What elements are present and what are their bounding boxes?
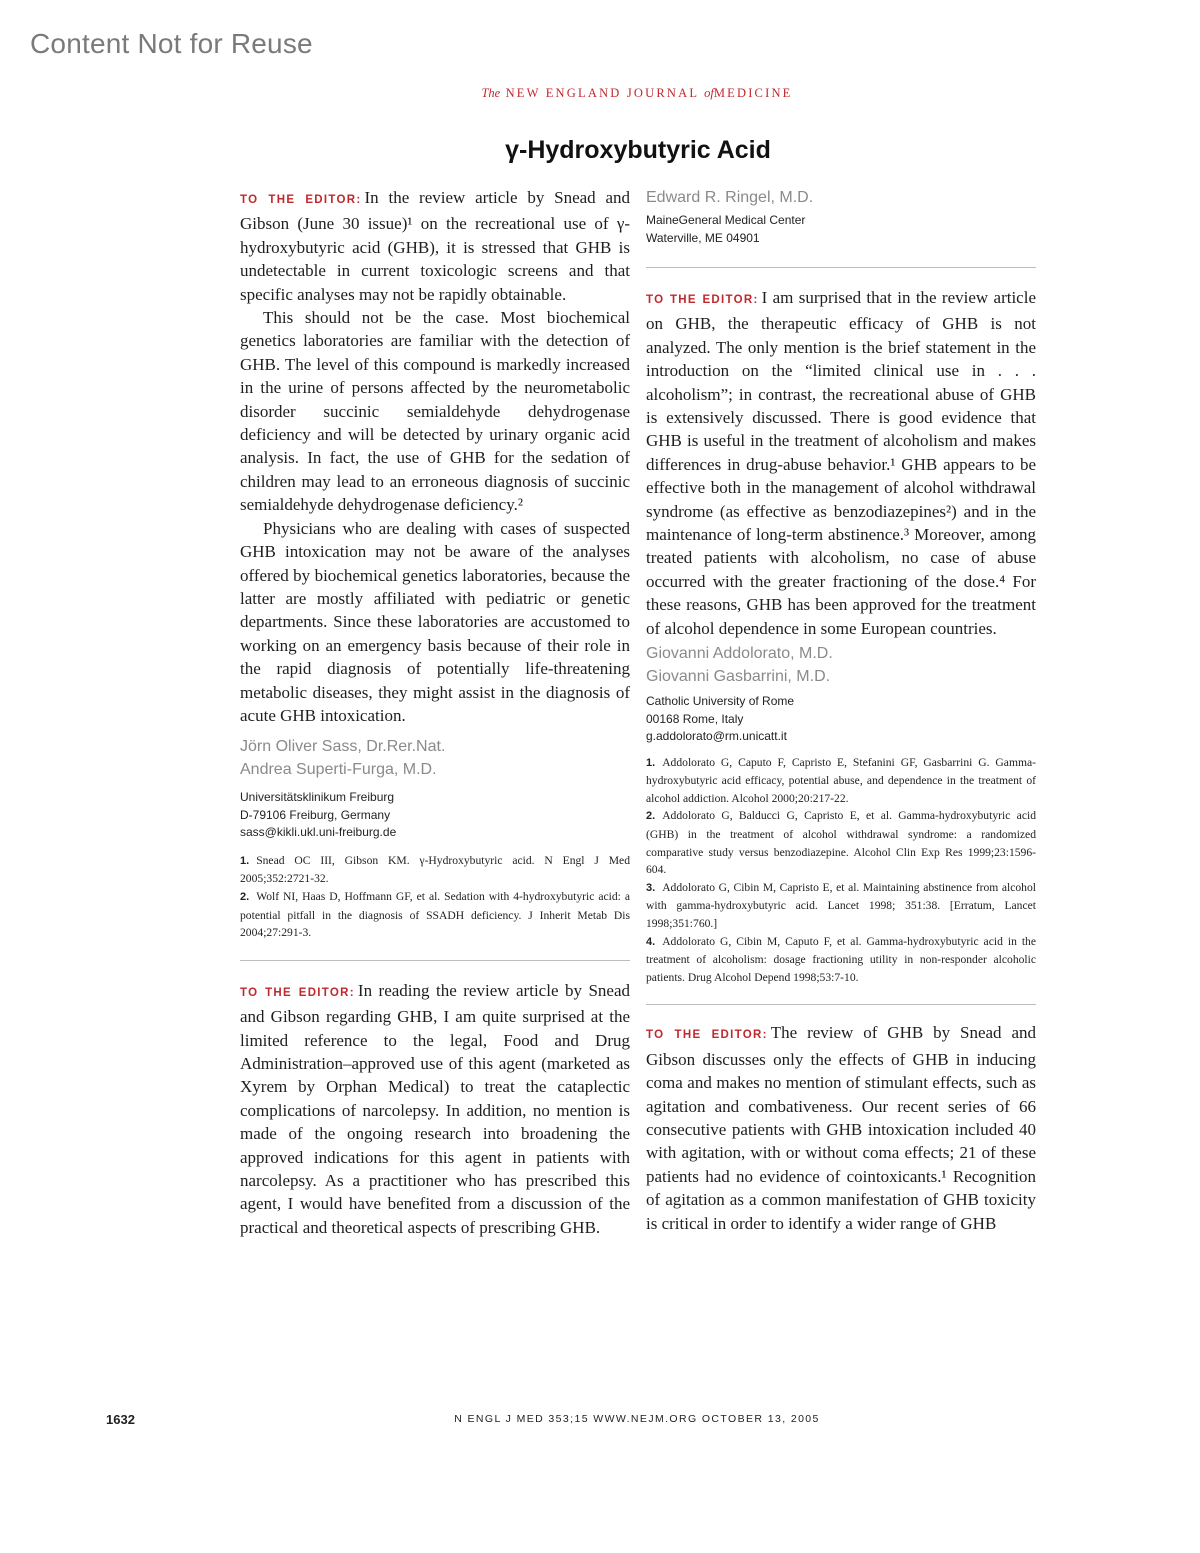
- letter-fourth: [646, 1021, 1036, 1235]
- masthead-name-part2: MEDICINE: [713, 86, 793, 100]
- author-email: sass@kikli.ukl.uni-freiburg.de: [240, 825, 397, 840]
- masthead-name-part1: NEW ENGLAND JOURNAL: [505, 86, 699, 100]
- reference-text: Snead OC III, Gibson KM. γ-Hydroxybutyric acid. N Engl J Med 2005;352:2721-32.: [240, 853, 630, 886]
- reference-item: [240, 852, 630, 888]
- reference-item: [646, 879, 1036, 933]
- letter-addolorato: [646, 286, 1036, 640]
- reference-number: 2.: [240, 891, 250, 904]
- paragraph-text: In the review article by Snead and Gibson (June 30 issue)¹ on the recreational use of γ-hydroxybutyric acid (GHB), it is stressed that GHB is undetectable in current toxicologic screens and that specific analyses may not be rapidly obtainable.: [240, 188, 631, 304]
- article-title: γ-Hydroxybutyric Acid: [505, 136, 771, 164]
- letter-paragraph: [240, 186, 630, 306]
- to-the-editor-label: TO THE EDITOR:: [646, 1029, 768, 1042]
- reference-text: Addolorato G, Cibin M, Caputo F, et al. Gamma-hydroxybutyric acid in the treatment of alcoholism: dosage fractioning utility in non-responder alcoholic patients. Drug Alcohol Depend 1998;53:7-10.: [646, 934, 1036, 984]
- letter-paragraph: [240, 979, 630, 1239]
- paragraph-text: The review of GHB by Snead and Gibson discusses only the effects of GHB in inducing coma and makes no mention of stimulant effects, such as agitation and combativeness. Our recent series of 66 consecutive patients with GHB intoxication included 40 with agitation, with or without coma effects; 21 of these patients had no evidence of cointoxicants.¹ Recognition of agitation as a common manifestation of GHB toxicity is critical in order to identify a wider range of GHB: [646, 1023, 1036, 1233]
- reference-list: [646, 754, 1036, 987]
- right-column: [646, 186, 1036, 1235]
- author-name: Jörn Oliver Sass, Dr.Rer.Nat.: [240, 738, 446, 756]
- masthead-the: The: [481, 86, 501, 100]
- reference-text: Addolorato G, Balducci G, Capristo E, et al. Gamma-hydroxybutyric acid (GHB) in the treatment of alcohol withdrawal syndrome: a randomized comparative study versus benzodiazepine. Alcohol Clin Exp Res 1999;23:1596-604.: [646, 809, 1036, 877]
- reference-number: 4.: [646, 935, 656, 948]
- letter-paragraph: This should not be the case. Most biochemical genetics laboratories are familiar with the detection of GHB. The level of this compound is markedly increased in the urine of persons affected by the neurometabolic disorder succinic semialdehyde dehydrogenase deficiency and will be detected by urinary organic acid analysis. In fact, the use of GHB for the sedation of children may lead to an erroneous diagnosis of succinic semialdehyde dehydrogenase deficiency.²: [240, 308, 630, 515]
- reference-number: 2.: [646, 810, 656, 823]
- journal-masthead: [0, 86, 1200, 101]
- reference-item: [646, 807, 1036, 878]
- author-name: Edward R. Ringel, M.D.: [646, 189, 814, 206]
- journal-citation-footer: N ENGL J MED 353;15 WWW.NEJM.ORG OCTOBER 13, 2005: [454, 1413, 820, 1425]
- paragraph-text: I am surprised that in the review article on GHB, the therapeutic efficacy of GHB is not analyzed. The only mention is the brief statement in the introduction on the “limited clinical use in . . . alcoholism”; in contrast, the recreational abuse of GHB is extensively discussed. There is good evidence that GHB is useful in the treatment of alcoholism and makes differences in drug-abuse behavior.¹ GHB appears to be effective both in the management of alcohol withdrawal syndrome (as effective as benzodiazepines²) and in the maintenance of long-term abstinence.³ Moreover, among treated patients with alcoholism, no case of abuse occurred with the greater fractioning of the dose.⁴ For these reasons, GHB has been approved for the treatment of alcohol dependence in some European countries.: [646, 288, 1036, 638]
- reference-list: [240, 852, 630, 942]
- reference-number: 1.: [646, 756, 656, 769]
- reference-number: 3.: [646, 881, 656, 894]
- author-affiliation: Catholic University of Rome: [646, 694, 795, 709]
- to-the-editor-label: TO THE EDITOR:: [240, 194, 362, 206]
- author-affiliation: D-79106 Freiburg, Germany: [240, 807, 391, 822]
- reference-number: 1.: [240, 854, 250, 867]
- reference-text: Addolorato G, Cibin M, Capristo E, et al. Maintaining abstinence from alcohol with gamma-hydroxybutyric acid. Lancet 1998; 351:38. [Erratum, Lancet 1998;351:760.]: [646, 880, 1036, 930]
- page-number: 1632: [106, 1412, 135, 1427]
- reference-text: Wolf NI, Haas D, Hoffmann GF, et al. Sedation with 4-hydroxybutyric acid: a potential pitfall in the diagnosis of SSADH deficiency. J Inherit Metab Dis 2004;27:291-3.: [240, 890, 630, 940]
- reference-item: [240, 888, 630, 942]
- author-name: Giovanni Addolorato, M.D.: [646, 645, 833, 663]
- masthead-of: of: [704, 86, 714, 100]
- paragraph-text: In reading the review article by Snead and Gibson regarding GHB, I am quite surprised at the limited reference to the legal, Food and Drug Administration–approved use of this agent (marketed as Xyrem by Orphan Medical) to treat the cataplectic complications of narcolepsy. In addition, no mention is made of the ongoing research into broadening the approved indications for this agent in patients with narcolepsy. As a practitioner who has prescribed this agent, I would have benefited from a discussion of the practical and theoretical aspects of prescribing GHB.: [240, 980, 631, 1237]
- author-name: Andrea Superti-Furga, M.D.: [240, 761, 437, 779]
- author-affiliation: MaineGeneral Medical Center: [646, 213, 806, 227]
- letter-paragraph: Physicians who are dealing with cases of suspected GHB intoxication may not be aware of the analyses offered by biochemical genetics laboratories, because the latter are mostly affiliated with pediatric or genetic departments. Since these laboratories are accustomed to working on an emergency basis because of their role in the rapid diagnosis of potentially life-threatening metabolic diseases, they might assist in the diagnosis of acute GHB intoxication.: [240, 518, 630, 725]
- left-column: [240, 186, 630, 1239]
- author-affiliation: Universitätsklinikum Freiburg: [240, 790, 395, 805]
- author-affiliation: Waterville, ME 04901: [646, 230, 760, 245]
- letter-paragraph: [646, 286, 1036, 640]
- author-affiliation: 00168 Rome, Italy: [646, 711, 744, 726]
- author-email: g.addolorato@rm.unicatt.it: [646, 729, 787, 744]
- to-the-editor-label: TO THE EDITOR:: [240, 986, 355, 999]
- letter-paragraph: [646, 1021, 1036, 1235]
- to-the-editor-label: TO THE EDITOR:: [646, 294, 759, 306]
- author-name: Giovanni Gasbarrini, M.D.: [646, 668, 831, 686]
- letter-sass: [240, 186, 630, 727]
- watermark: Content Not for Reuse: [30, 28, 313, 59]
- reference-text: Addolorato G, Caputo F, Capristo E, Stefanini GF, Gasbarrini G. Gamma-hydroxybutyric acid efficacy, potential abuse, and dependence in the treatment of alcohol addiction. Alcohol 2000;20:217-22.: [646, 755, 1036, 805]
- letter-ringel: [240, 979, 630, 1239]
- reference-item: [646, 933, 1036, 987]
- reference-item: [646, 754, 1036, 808]
